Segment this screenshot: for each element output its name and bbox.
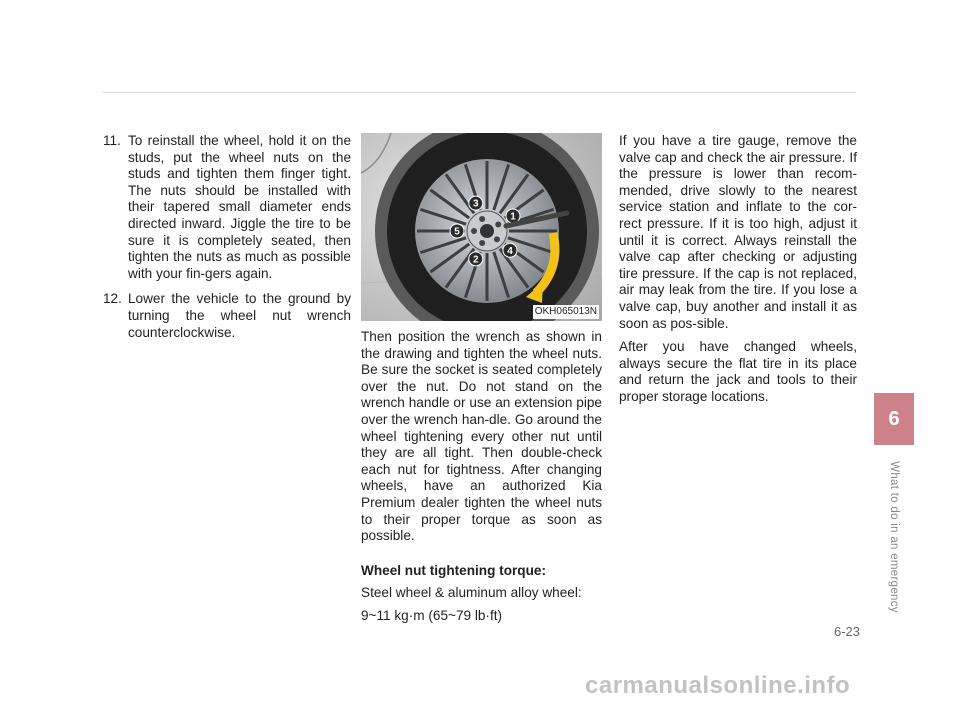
chapter-title: What to do in an emergency	[888, 461, 900, 613]
top-rule	[103, 92, 856, 93]
step-number: 12.	[103, 291, 122, 307]
nut-label: 1	[510, 211, 516, 223]
torque-wheel-type: Steel wheel & aluminum alloy wheel:	[361, 585, 582, 601]
left-column	[103, 133, 351, 350]
right-column	[619, 133, 857, 406]
figure-code: OKH065013N	[534, 306, 597, 317]
step-number: 11.	[103, 133, 121, 148]
chapter-title-vertical	[883, 456, 905, 618]
step-11	[103, 133, 351, 282]
wheel-illustration	[361, 133, 602, 321]
center-paragraph: Then position the wrench as shown in the drawing and tighten the wheel nuts. Be sure the socket is seated completely over the nut. Do not stand on the wrench handle or use an extension pipe over the wrench han-dle. Go around the wheel tightening every other nut until they are all tight. Then double-check each nut for tightness. After changing wheels, have an authorized Kia Premium dealer tighten the wheel nuts to their proper torque as soon as possible.	[361, 329, 602, 544]
tire-pressure-paragraph: If you have a tire gauge, remove the valve cap and check the air pressure. If the pressure is lower than recom-mended, drive slowly to the nearest service station and inflate to the cor-rect pressure. If it is too high, adjust it until it is correct. Always reinstall the valve cap after checking or adjusting tire pressure. If the cap is not replaced, air may leak from the tire. If you lose a valve cap, buy another and install it as soon as pos-sible.	[619, 133, 857, 331]
nut-label: 3	[472, 198, 479, 210]
torque-heading: Wheel nut tightening torque:	[361, 562, 546, 578]
wheel-nut	[479, 240, 485, 246]
wheel-nut	[494, 236, 500, 242]
torque-value: 9~11 kg·m (65~79 lb·ft)	[361, 607, 503, 623]
chapter-tab: 6	[874, 393, 914, 445]
wheel-nut	[495, 222, 501, 228]
step-12	[103, 291, 351, 341]
step-text: Lower the vehicle to the ground by turning the wheel nut wrench counterclockwise.	[128, 291, 351, 340]
wheel-figure	[361, 133, 602, 321]
nut-label: 5	[454, 226, 460, 238]
nut-label: 2	[472, 254, 479, 266]
center-cap	[480, 224, 494, 238]
storage-paragraph: After you have changed wheels, always secure the flat tire in its place and return the jack and tools to their proper storage locations.	[619, 339, 857, 404]
center-column	[361, 133, 602, 625]
wheel-nut	[471, 228, 477, 234]
page-number: 6-23	[833, 624, 860, 639]
nut-label: 4	[507, 245, 513, 257]
step-text: To reinstall the wheel, hold it on the studs, put the wheel nuts on the studs and tighten them finger tight. The nuts should be installed with their tapered small diameter ends directed inward. Jiggle the tire to be sure it is completely seated, then tighten the nuts as much as possible with your fin-gers again.	[128, 133, 351, 281]
wheel-nut	[479, 216, 485, 222]
watermark: carmanualsonline.info	[585, 672, 851, 699]
